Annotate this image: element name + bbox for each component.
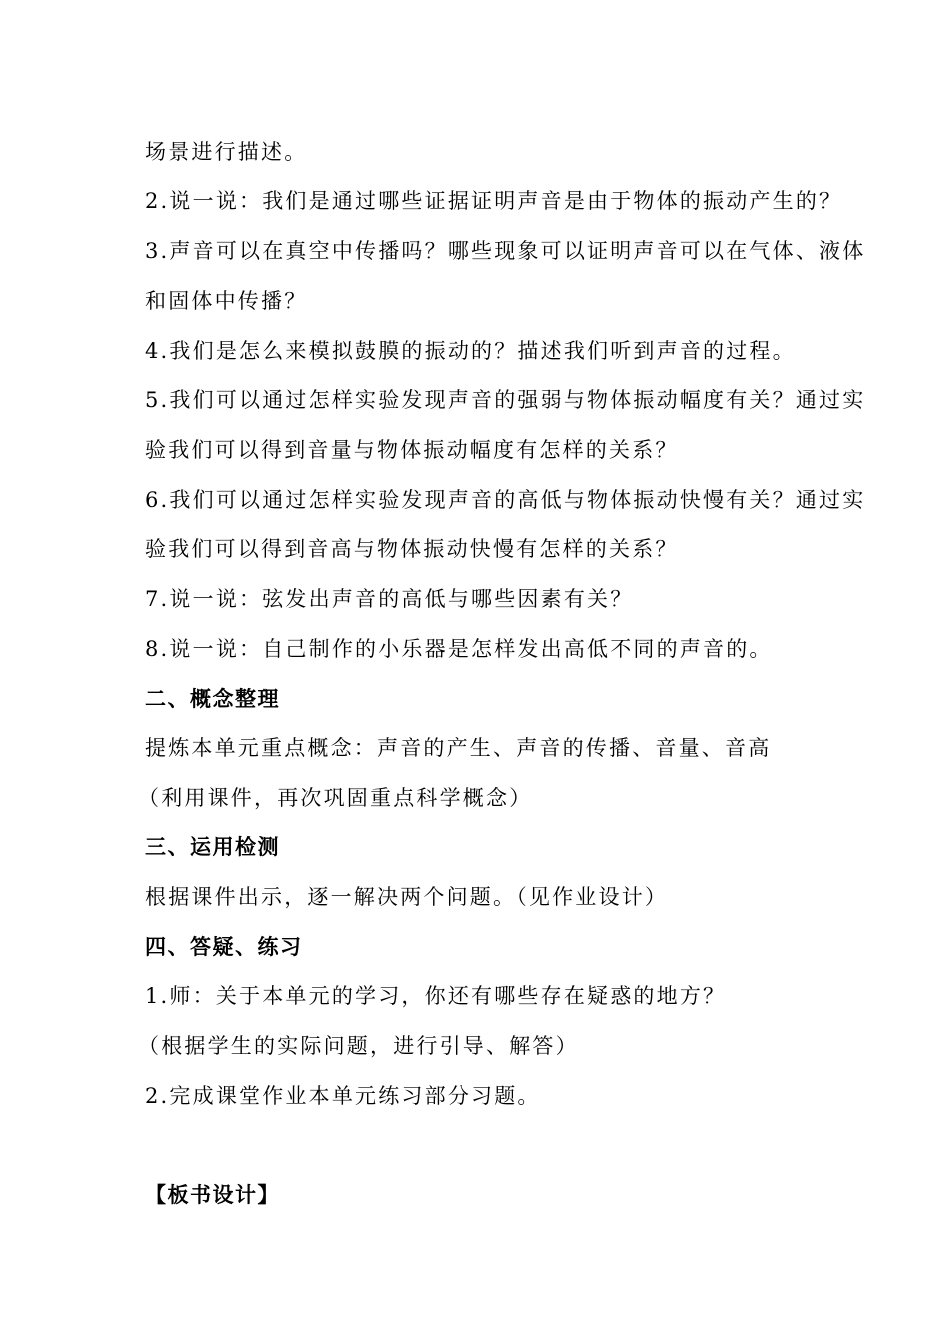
section-heading-practice: 三、运用检测 [145, 835, 280, 859]
text-line: 场景进行描述。 [145, 140, 308, 164]
concepts-summary: 提炼本单元重点概念：声音的产生、声音的传播、音量、音高 [145, 736, 772, 760]
question-6: 6.我们可以通过怎样实验发现声音的高低与物体振动快慢有关？通过实 [145, 488, 866, 512]
qa-item-1: 1.师：关于本单元的学习，你还有哪些存在疑惑的地方？ [145, 984, 727, 1008]
section-heading-qa: 四、答疑、练习 [145, 935, 303, 959]
question-3: 3.声音可以在真空中传播吗？哪些现象可以证明声音可以在气体、液体 [145, 239, 866, 263]
question-6-continued: 验我们可以得到音高与物体振动快慢有怎样的关系？ [145, 537, 679, 561]
question-3-continued: 和固体中传播？ [145, 289, 308, 313]
question-2: 2.说一说：我们是通过哪些证据证明声音是由于物体的振动产生的？ [145, 189, 843, 213]
question-5: 5.我们可以通过怎样实验发现声音的强弱与物体振动幅度有关？通过实 [145, 388, 866, 412]
section-heading-concepts: 二、概念整理 [145, 687, 280, 711]
question-5-continued: 验我们可以得到音量与物体振动幅度有怎样的关系？ [145, 438, 679, 462]
question-8: 8.说一说：自己制作的小乐器是怎样发出高低不同的声音的。 [145, 637, 773, 661]
qa-note: （根据学生的实际问题，进行引导、解答） [138, 1034, 579, 1058]
question-4: 4.我们是怎么来模拟鼓膜的振动的？描述我们听到声音的过程。 [145, 339, 796, 363]
question-7: 7.说一说：弦发出声音的高低与哪些因素有关？ [145, 587, 634, 611]
practice-text: 根据课件出示，逐一解决两个问题。（见作业设计） [145, 885, 669, 909]
qa-item-2: 2.完成课堂作业本单元练习部分习题。 [145, 1084, 541, 1108]
board-design-heading: 【板书设计】 [145, 1183, 280, 1207]
concepts-note: （利用课件，再次巩固重点科学概念） [138, 786, 533, 810]
